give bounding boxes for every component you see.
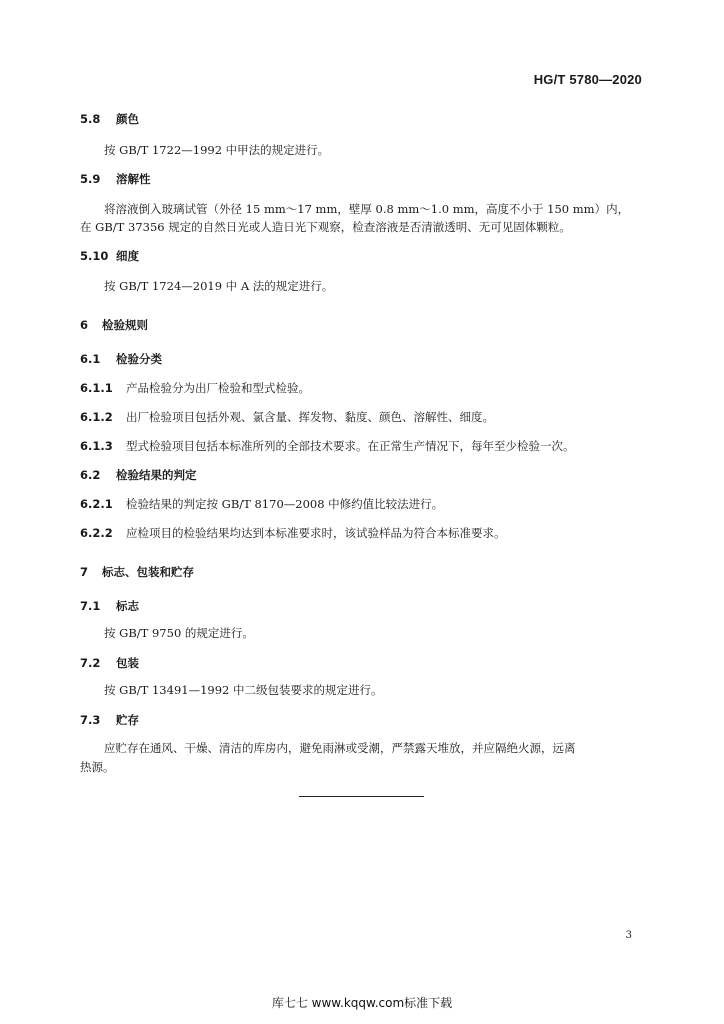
section-title: 颜色 — [116, 112, 139, 126]
section-number: 5.9 — [80, 172, 101, 186]
section-5-10-heading — [80, 248, 139, 264]
section-title: 包装 — [116, 656, 139, 670]
clause-6-1-2 — [80, 409, 494, 425]
section-7-1-text: 按 GB/T 9750 的规定进行。 — [104, 626, 254, 640]
chapter-title: 标志、包装和贮存 — [102, 565, 194, 579]
section-number: 7.1 — [80, 599, 101, 613]
section-5-8-text: 按 GB/T 1722—1992 中甲法的规定进行。 — [104, 143, 330, 157]
clause-6-2-2 — [80, 525, 506, 541]
section-7-2-text: 按 GB/T 13491—1992 中二级包装要求的规定进行。 — [104, 683, 383, 697]
section-number: 7.3 — [80, 713, 101, 727]
chapter-title: 检验规则 — [102, 318, 148, 332]
page-number: 3 — [625, 930, 632, 941]
clause-number: 6.1.2 — [80, 410, 113, 424]
chapter-7-heading — [80, 564, 194, 580]
clause-text: 产品检验分为出厂检验和型式检验。 — [126, 381, 310, 395]
section-5-9-heading — [80, 171, 151, 187]
section-7-3-text-line2: 热源。 — [80, 760, 115, 774]
chapter-number: 6 — [80, 318, 89, 332]
section-number: 6.2 — [80, 468, 101, 482]
section-number: 6.1 — [80, 352, 101, 366]
chapter-6-heading — [80, 317, 148, 333]
section-title: 检验分类 — [116, 352, 162, 366]
clause-6-1-3 — [80, 438, 575, 454]
section-title: 标志 — [116, 599, 139, 613]
section-title: 检验结果的判定 — [116, 468, 197, 482]
section-number: 5.8 — [80, 112, 101, 126]
clause-text: 出厂检验项目包括外观、氯含量、挥发物、黏度、颜色、溶解性、细度。 — [126, 410, 494, 424]
standard-code: HG/T 5780—2020 — [533, 72, 642, 87]
section-7-3-heading — [80, 712, 139, 728]
section-5-9-text-line2: 在 GB/T 37356 规定的自然日光或人造日光下观察，检查溶液是否清澈透明、无可见固体颗粒。 — [80, 220, 571, 234]
clause-number: 6.2.1 — [80, 497, 113, 511]
section-title: 贮存 — [116, 713, 139, 727]
section-6-1-heading — [80, 351, 162, 367]
section-5-9-text-line1: 将溶液倒入玻璃试管（外径 15 mm～17 mm，壁厚 0.8 mm～1.0 mm，高度不小于 150 mm）内， — [104, 202, 630, 216]
clause-6-2-1 — [80, 496, 443, 512]
section-7-2-heading — [80, 655, 139, 671]
section-6-2-heading — [80, 467, 197, 483]
section-7-1-heading — [80, 598, 139, 614]
section-title: 细度 — [116, 249, 139, 263]
clause-text: 检验结果的判定按 GB/T 8170—2008 中修约值比较法进行。 — [126, 497, 444, 511]
section-number: 5.10 — [80, 249, 109, 263]
clause-number: 6.1.1 — [80, 381, 113, 395]
end-rule — [299, 796, 424, 797]
footer-watermark: 库七七 www.kqqw.com标准下载 — [271, 996, 453, 1010]
chapter-number: 7 — [80, 565, 89, 579]
clause-6-1-1 — [80, 380, 310, 396]
clause-number: 6.1.3 — [80, 439, 113, 453]
clause-text: 型式检验项目包括本标准所列的全部技术要求。在正常生产情况下，每年至少检验一次。 — [126, 439, 575, 453]
section-5-8-heading — [80, 111, 139, 127]
section-7-3-text-line1: 应贮存在通风、干燥、清洁的库房内，避免雨淋或受潮，严禁露天堆放，并应隔绝火源，远离 — [104, 741, 576, 755]
section-title: 溶解性 — [116, 172, 151, 186]
section-5-10-text: 按 GB/T 1724—2019 中 A 法的规定进行。 — [104, 279, 334, 293]
section-number: 7.2 — [80, 656, 101, 670]
clause-number: 6.2.2 — [80, 526, 113, 540]
clause-text: 应检项目的检验结果均达到本标准要求时，该试验样品为符合本标准要求。 — [126, 526, 506, 540]
